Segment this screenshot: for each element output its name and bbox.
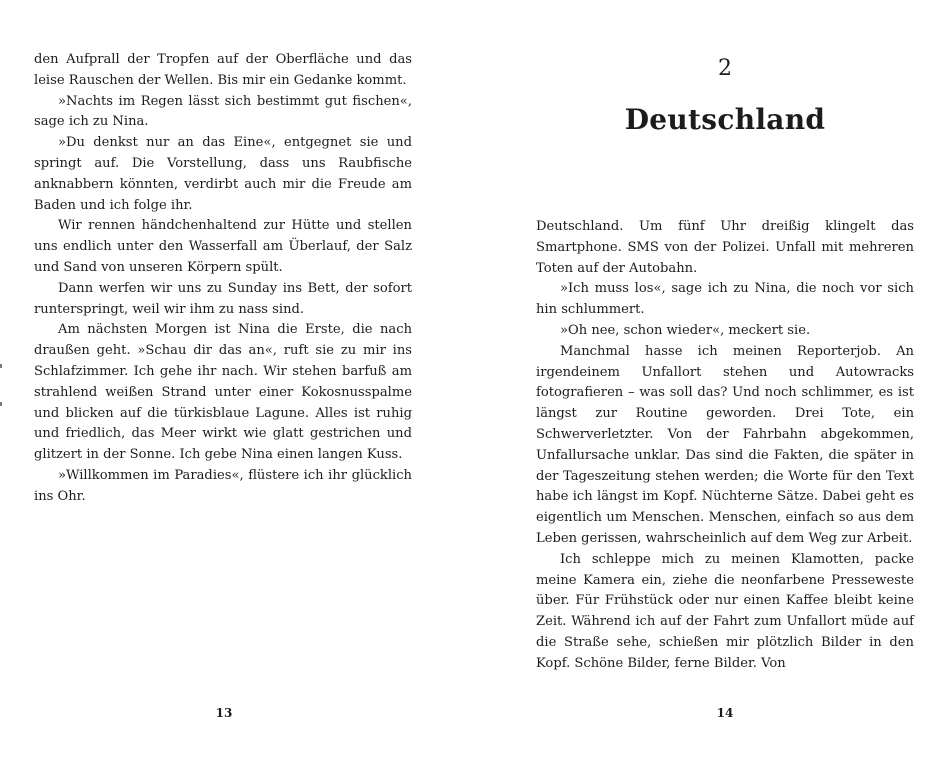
left-page (34, 0, 412, 768)
paragraph: »Ich muss los«, sage ich zu Nina, die noch vor sich hin schlummert. (536, 281, 914, 318)
paragraph: »Nachts im Regen lässt sich bestimmt gut fischen«, sage ich zu Nina. (34, 93, 412, 130)
page-edge-mark (0, 364, 2, 368)
paragraph: »Du denkst nur an das Eine«, entgegnet sie und springt auf. Die Vorstellung, dass uns Raubfische anknabbern könnten, verdirbt auch mir die Freude am Baden und ich folge ihr. (34, 135, 412, 213)
paragraph: Wir rennen händchenhaltend zur Hütte und stellen uns endlich unter den Wasserfall am Überlauf, der Salz und Sand von unseren Körpern spült. (34, 218, 412, 275)
paragraph: Deutschland. Um fünf Uhr dreißig klingelt das Smartphone. SMS von der Polizei. Unfall mit mehreren Toten auf der Autobahn. (536, 219, 914, 276)
chapter-number: 2 (718, 56, 732, 81)
paragraph: Am nächsten Morgen ist Nina die Erste, die nach draußen geht. »Schau dir das an«, ruft sie zu mir ins Schlafzimmer. Ich gehe ihr nach. Wir stehen barfuß am strahlend weißen Strand unter einer Kokosnusspalme und blicken auf die türkisblaue Lagune. Alles ist ruhig und friedlich, das Meer wirkt wie glatt gestrichen und glitzert in der Sonne. Ich gebe Nina einen langen Kuss. (34, 322, 412, 463)
chapter-title: Deutschland (624, 103, 826, 136)
paragraph: Manchmal hasse ich meinen Reporterjob. An irgendeinem Unfallort stehen und Autowracks fotografieren – was soll das? Und noch schlimmer, es ist längst zur Routine geworden. Drei Tote, ein Schwerverletzter. Von der Fahrbahn abgekommen, Unfallursache unklar. Das sind die Fakten, die später in der Tageszeitung stehen werden; die Worte für den Text habe ich längst im Kopf. Nüchterne Sätze. Dabei geht es eigentlich um Menschen. Menschen, einfach so aus dem Leben gerissen, wahrscheinlich auf dem Weg zur Arbeit. (536, 343, 914, 546)
right-page-body (536, 217, 914, 675)
paragraph: den Aufprall der Tropfen auf der Oberfläche und das leise Rauschen der Wellen. Bis mir ein Gedanke kommt. (34, 52, 412, 88)
paragraph: Ich schleppe mich zu meinen Klamotten, packe meine Kamera ein, ziehe die neonfarbene Presseweste über. Für Frühstück oder nur einen Kaffee bleibt keine Zeit. Während ich auf der Fahrt zum Unfallort müde auf die Straße sehe, schießen mir plötzlich Bilder in den Kopf. Schöne Bilder, ferne Bilder. Von (536, 551, 914, 671)
page-number: 14 (716, 706, 734, 720)
paragraph: Dann werfen wir uns zu Sunday ins Bett, der sofort runterspringt, weil wir ihm zu nass sind. (34, 280, 412, 317)
paragraph: »Willkommen im Paradies«, flüstere ich ihr glücklich ins Ohr. (34, 467, 412, 504)
right-page (536, 0, 914, 768)
page-edge-mark (0, 402, 2, 406)
left-page-body (34, 50, 412, 508)
paragraph: »Oh nee, schon wieder«, meckert sie. (560, 322, 811, 338)
page-number: 13 (215, 706, 233, 720)
